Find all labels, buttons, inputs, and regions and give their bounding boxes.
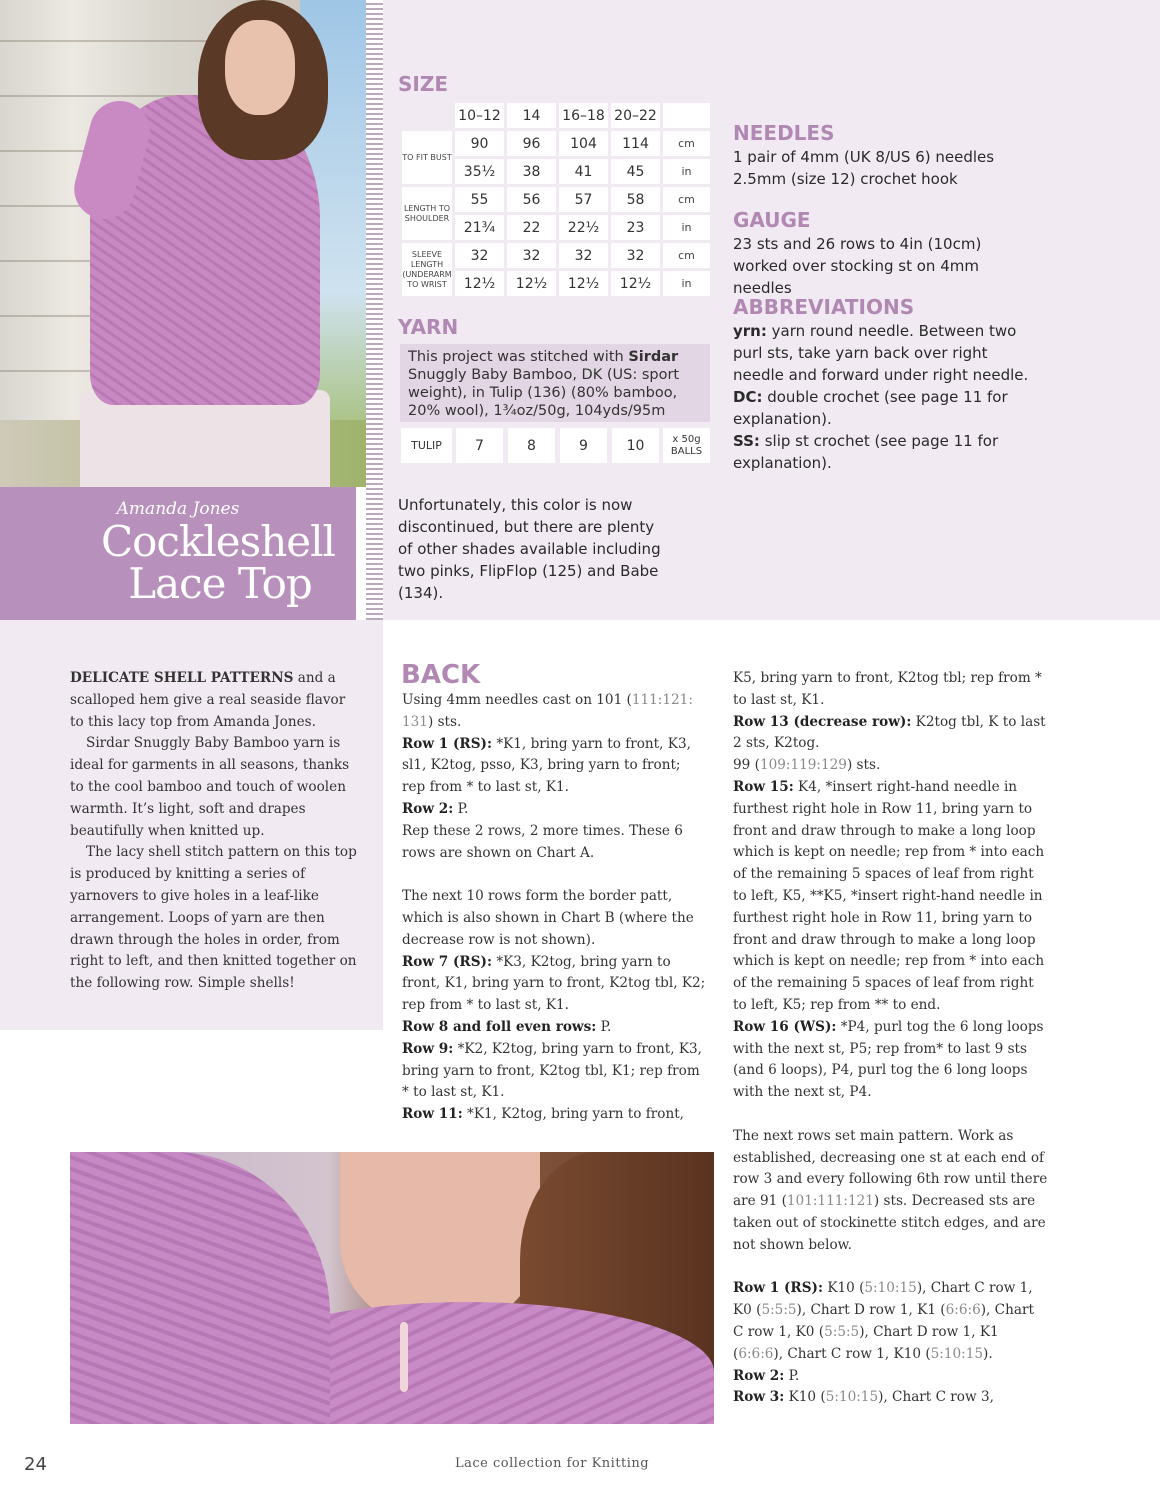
yarn-heading: YARN (398, 315, 459, 339)
row-label: Row 1 (RS): (402, 735, 492, 752)
table-cell: 22 (507, 215, 556, 240)
table-cell: 114 (611, 131, 660, 156)
needles-heading: NEEDLES (733, 121, 835, 145)
text: ) sts. (427, 713, 462, 730)
yarn-quantity: 10 (612, 428, 659, 463)
table-cell: 55 (455, 187, 504, 212)
table-cell: 22½ (559, 215, 608, 240)
model-photo (0, 0, 366, 487)
abbreviation-term: DC: (733, 388, 763, 406)
row-text: P. (784, 1367, 800, 1384)
abbreviations-heading: ABBREVIATIONS (733, 295, 915, 319)
unit-cell: cm (663, 243, 710, 268)
yarn-unit: x 50g BALLS (663, 428, 710, 463)
size-values: 5:10:15 (825, 1389, 879, 1406)
abbreviation-item (733, 430, 1033, 474)
yarn-text-pre: This project was stitched with (408, 349, 629, 365)
size-values: 5:10:15 (864, 1280, 917, 1297)
intro-lead: DELICATE SHELL PATTERNS (70, 670, 294, 686)
table-cell: 32 (611, 243, 660, 268)
unit-cell: in (663, 215, 710, 240)
table-cell: 56 (507, 187, 556, 212)
yarn-quantity: 7 (456, 428, 503, 463)
cast-on (402, 690, 707, 734)
back-heading: BACK (401, 660, 481, 690)
size-values: 6:6:6 (945, 1302, 981, 1319)
table-cell: 32 (507, 243, 556, 268)
row-text: *K1, K2tog, bring yarn to front, (462, 1106, 684, 1123)
unit-cell: in (663, 159, 710, 184)
yarn-brand: Sirdar (628, 349, 679, 365)
table-cell: 21¾ (455, 215, 504, 240)
row-text: *P4, purl tog the 6 long loops with the next st, P5; rep from* to last 9 sts (and 6 loops), P4, purl tog the 6 long loops with the next st, P4. (733, 1018, 1044, 1101)
row-text: *K3, K2tog, bring yarn to front, K1, bring yarn to front, K2tog tbl, K2; rep from * to last st, K1. (402, 953, 706, 1014)
text: The next rows set main pattern. Work as established, decreasing one st at each end of row 3 and every following 6th row until there are 91 ( (733, 1127, 1048, 1210)
row-instruction (402, 1104, 707, 1126)
row-instruction (733, 777, 1048, 1017)
author-name: Amanda Jones (116, 499, 240, 519)
row-text: P. (453, 800, 469, 817)
text: ), Chart C row 3, (878, 1389, 994, 1406)
size-heading: SIZE (398, 72, 449, 96)
needles-line-1: 1 pair of 4mm (UK 8/US 6) needles (733, 148, 995, 166)
table-cell: 41 (559, 159, 608, 184)
size-values: 111:121: 131 (402, 692, 693, 730)
yarn-description (408, 348, 706, 420)
text: Using 4mm needles cast on 101 ( (402, 692, 632, 708)
yarn-quantity: 9 (560, 428, 607, 463)
table-cell: 23 (611, 215, 660, 240)
abbreviation-def: slip st crochet (see page 11 for explanation). (733, 432, 999, 472)
yarn-color-label: TULIP (401, 428, 452, 463)
table-cell: 12½ (559, 271, 608, 296)
row-label: Row 11: (402, 1106, 463, 1123)
size-values: 5:10:15 (930, 1345, 984, 1362)
title-line-1: Cockleshell (100, 517, 335, 566)
table-cell: 12½ (611, 271, 660, 296)
row-label-bust: TO FIT BUST (402, 131, 452, 184)
row-label: Row 16 (WS): (733, 1018, 837, 1035)
row-label: Row 7 (RS): (402, 953, 492, 970)
row-text: *K2, K2tog, bring yarn to front, K3, bring yarn to front, K2tog tbl, K1; rep from * to last st, K1. (402, 1040, 702, 1101)
intro-p1: and a scalloped hem give a real seaside flavor to this lacy top from Amanda Jones. (70, 670, 346, 730)
row-label: Row 2: (402, 800, 454, 817)
row-text: K2tog tbl, K to last 2 sts, K2tog. (733, 713, 1046, 752)
row-instruction (733, 712, 1048, 756)
detail-photo (70, 1152, 714, 1424)
table-cell: 57 (559, 187, 608, 212)
table-cell: 45 (611, 159, 660, 184)
title-line-2: Lace Top (128, 559, 312, 608)
text: K10 ( (784, 1389, 826, 1406)
abbreviation-term: yrn: (733, 322, 767, 340)
text: ), Chart D row 1, K1 ( (733, 1323, 999, 1362)
intro-text (70, 668, 362, 995)
size-header: 20–22 (611, 103, 660, 128)
table-cell: 38 (507, 159, 556, 184)
table-cell: 58 (611, 187, 660, 212)
row-label: Row 13 (decrease row): (733, 713, 912, 730)
table-cell: 35½ (455, 159, 504, 184)
row-label: Row 3: (733, 1389, 785, 1406)
size-values: 6:6:6 (738, 1345, 774, 1362)
text: ) sts. Decreased sts are taken out of stockinette stitch edges, and are not shown below. (733, 1193, 1046, 1253)
row-label: Row 2: (733, 1367, 785, 1384)
abbreviations-list (733, 320, 1033, 474)
stitch-count (733, 755, 1048, 777)
row-instruction (402, 734, 707, 799)
repeat-note: Rep these 2 rows, 2 more times. These 6 rows are shown on Chart A. (402, 822, 683, 861)
text: ), Chart D row 1, K1 ( (796, 1302, 946, 1319)
row-instruction (402, 1017, 707, 1039)
size-header: 10–12 (455, 103, 504, 128)
table-cell: 90 (455, 131, 504, 156)
row-text: *K1, bring yarn to front, K3, sl1, K2tog, psso, K3, bring yarn to front; rep from * to last st, K1. (402, 735, 691, 796)
instructions-column-2 (733, 668, 1048, 1409)
text: 99 ( (733, 757, 760, 774)
instructions-column-1 (402, 690, 707, 1126)
text: ) sts. (846, 757, 881, 774)
unit-cell: in (663, 271, 710, 296)
row-label-sleeve: SLEEVE LENGTH (UNDERARM TO WRIST (402, 243, 452, 296)
row-instruction (733, 1278, 1048, 1365)
row-instruction (733, 1387, 1048, 1409)
size-values: 5:5:5 (824, 1323, 860, 1340)
abbreviation-item (733, 386, 1033, 430)
abbreviation-term: SS: (733, 432, 760, 450)
border-note: The next 10 rows form the border patt, which is also shown in Chart B (where the decrease row is not shown). (402, 888, 694, 948)
abbreviation-def: yarn round needle. Between two purl sts, take yarn back over right needle and forward under right needle. (733, 322, 1029, 384)
row-label: Row 15: (733, 778, 794, 795)
text: ), Chart C row 1, K0 ( (733, 1280, 1033, 1319)
row-instruction (402, 1039, 707, 1104)
row-text: K4, *insert right-hand needle in furthest right hole in Row 11, bring yarn to front and draw through to make a long loop which is kept on needle; rep from * into each of the remaining 5 spaces of leaf from right to left, K5, **K5, *insert right-hand needle in furthest right hole in Row 11, bring yarn to front and draw through to make a long loop which is kept on needle; rep from * into each of the remaining 5 spaces of leaf from right to left, K5; rep from ** to end. (733, 778, 1045, 1013)
intro-paragraph: The lacy shell stitch pattern on this top is produced by knitting a series of yarnovers to give holes in a leaf-like arrangement. Loops of yarn are then drawn through the holes in order, from right to left, and then knitted together on the following row. Simple shells! (70, 844, 357, 992)
table-cell: 32 (455, 243, 504, 268)
size-values: 109:119:129 (759, 757, 847, 774)
size-values: 5:5:5 (761, 1302, 797, 1319)
row-text: P. (596, 1018, 612, 1035)
table-cell: 104 (559, 131, 608, 156)
footer-title: Lace collection for Knitting (455, 1456, 650, 1471)
row-instruction (733, 1366, 1048, 1388)
table-cell: 96 (507, 131, 556, 156)
size-header-blank (663, 103, 710, 128)
size-header: 14 (507, 103, 556, 128)
text: ). (983, 1345, 993, 1362)
page-number: 24 (24, 1454, 47, 1475)
row-instruction (733, 1017, 1048, 1104)
text: ), Chart C row 1, K0 ( (733, 1302, 1034, 1340)
needles-line-2: 2.5mm (size 12) crochet hook (733, 170, 958, 188)
row-instruction (402, 799, 707, 821)
row-label-length: LENGTH TO SHOULDER (402, 187, 452, 240)
row-label: Row 8 and foll even rows: (402, 1018, 597, 1035)
yarn-quantity: 8 (508, 428, 555, 463)
table-cell: 32 (559, 243, 608, 268)
row-instruction (402, 952, 707, 1017)
text: K10 ( (823, 1280, 865, 1297)
table-cell: 12½ (507, 271, 556, 296)
size-values: 101:111:121 (786, 1193, 874, 1210)
gauge-text: 23 sts and 26 rows to 4in (10cm) worked over stocking st on 4mm needles (733, 235, 982, 297)
row-label: Row 1 (RS): (733, 1280, 823, 1297)
intro-paragraph: Sirdar Snuggly Baby Bamboo yarn is ideal for garments in all seasons, thanks to the cool bamboo and touch of woolen warmth. It’s light, soft and drapes beautifully when knitted up. (70, 735, 350, 839)
gauge-heading: GAUGE (733, 208, 811, 232)
abbreviation-item (733, 320, 1033, 386)
unit-cell: cm (663, 131, 710, 156)
size-header: 16–18 (559, 103, 608, 128)
yarn-text-post: Snuggly Baby Bamboo, DK (US: sport weight), in Tulip (136) (80% bamboo, 20% wool), 1¾oz/50g, 104yds/95m (408, 367, 680, 419)
yarn-note: Unfortunately, this color is now discontinued, but there are plenty of other shades available including two pinks, FlipFlop (125) and Babe (134). (398, 496, 661, 602)
abbreviation-def: double crochet (see page 11 for explanation). (733, 388, 1008, 428)
row-label: Row 9: (402, 1040, 454, 1057)
row-instruction: K5, bring yarn to front, K2tog tbl; rep from * to last st, K1. (733, 670, 1042, 708)
table-cell: 12½ (455, 271, 504, 296)
main-pattern-note (733, 1126, 1048, 1257)
text: ), Chart C row 1, K10 ( (773, 1345, 931, 1362)
intro-paragraph (70, 668, 362, 733)
unit-cell: cm (663, 187, 710, 212)
